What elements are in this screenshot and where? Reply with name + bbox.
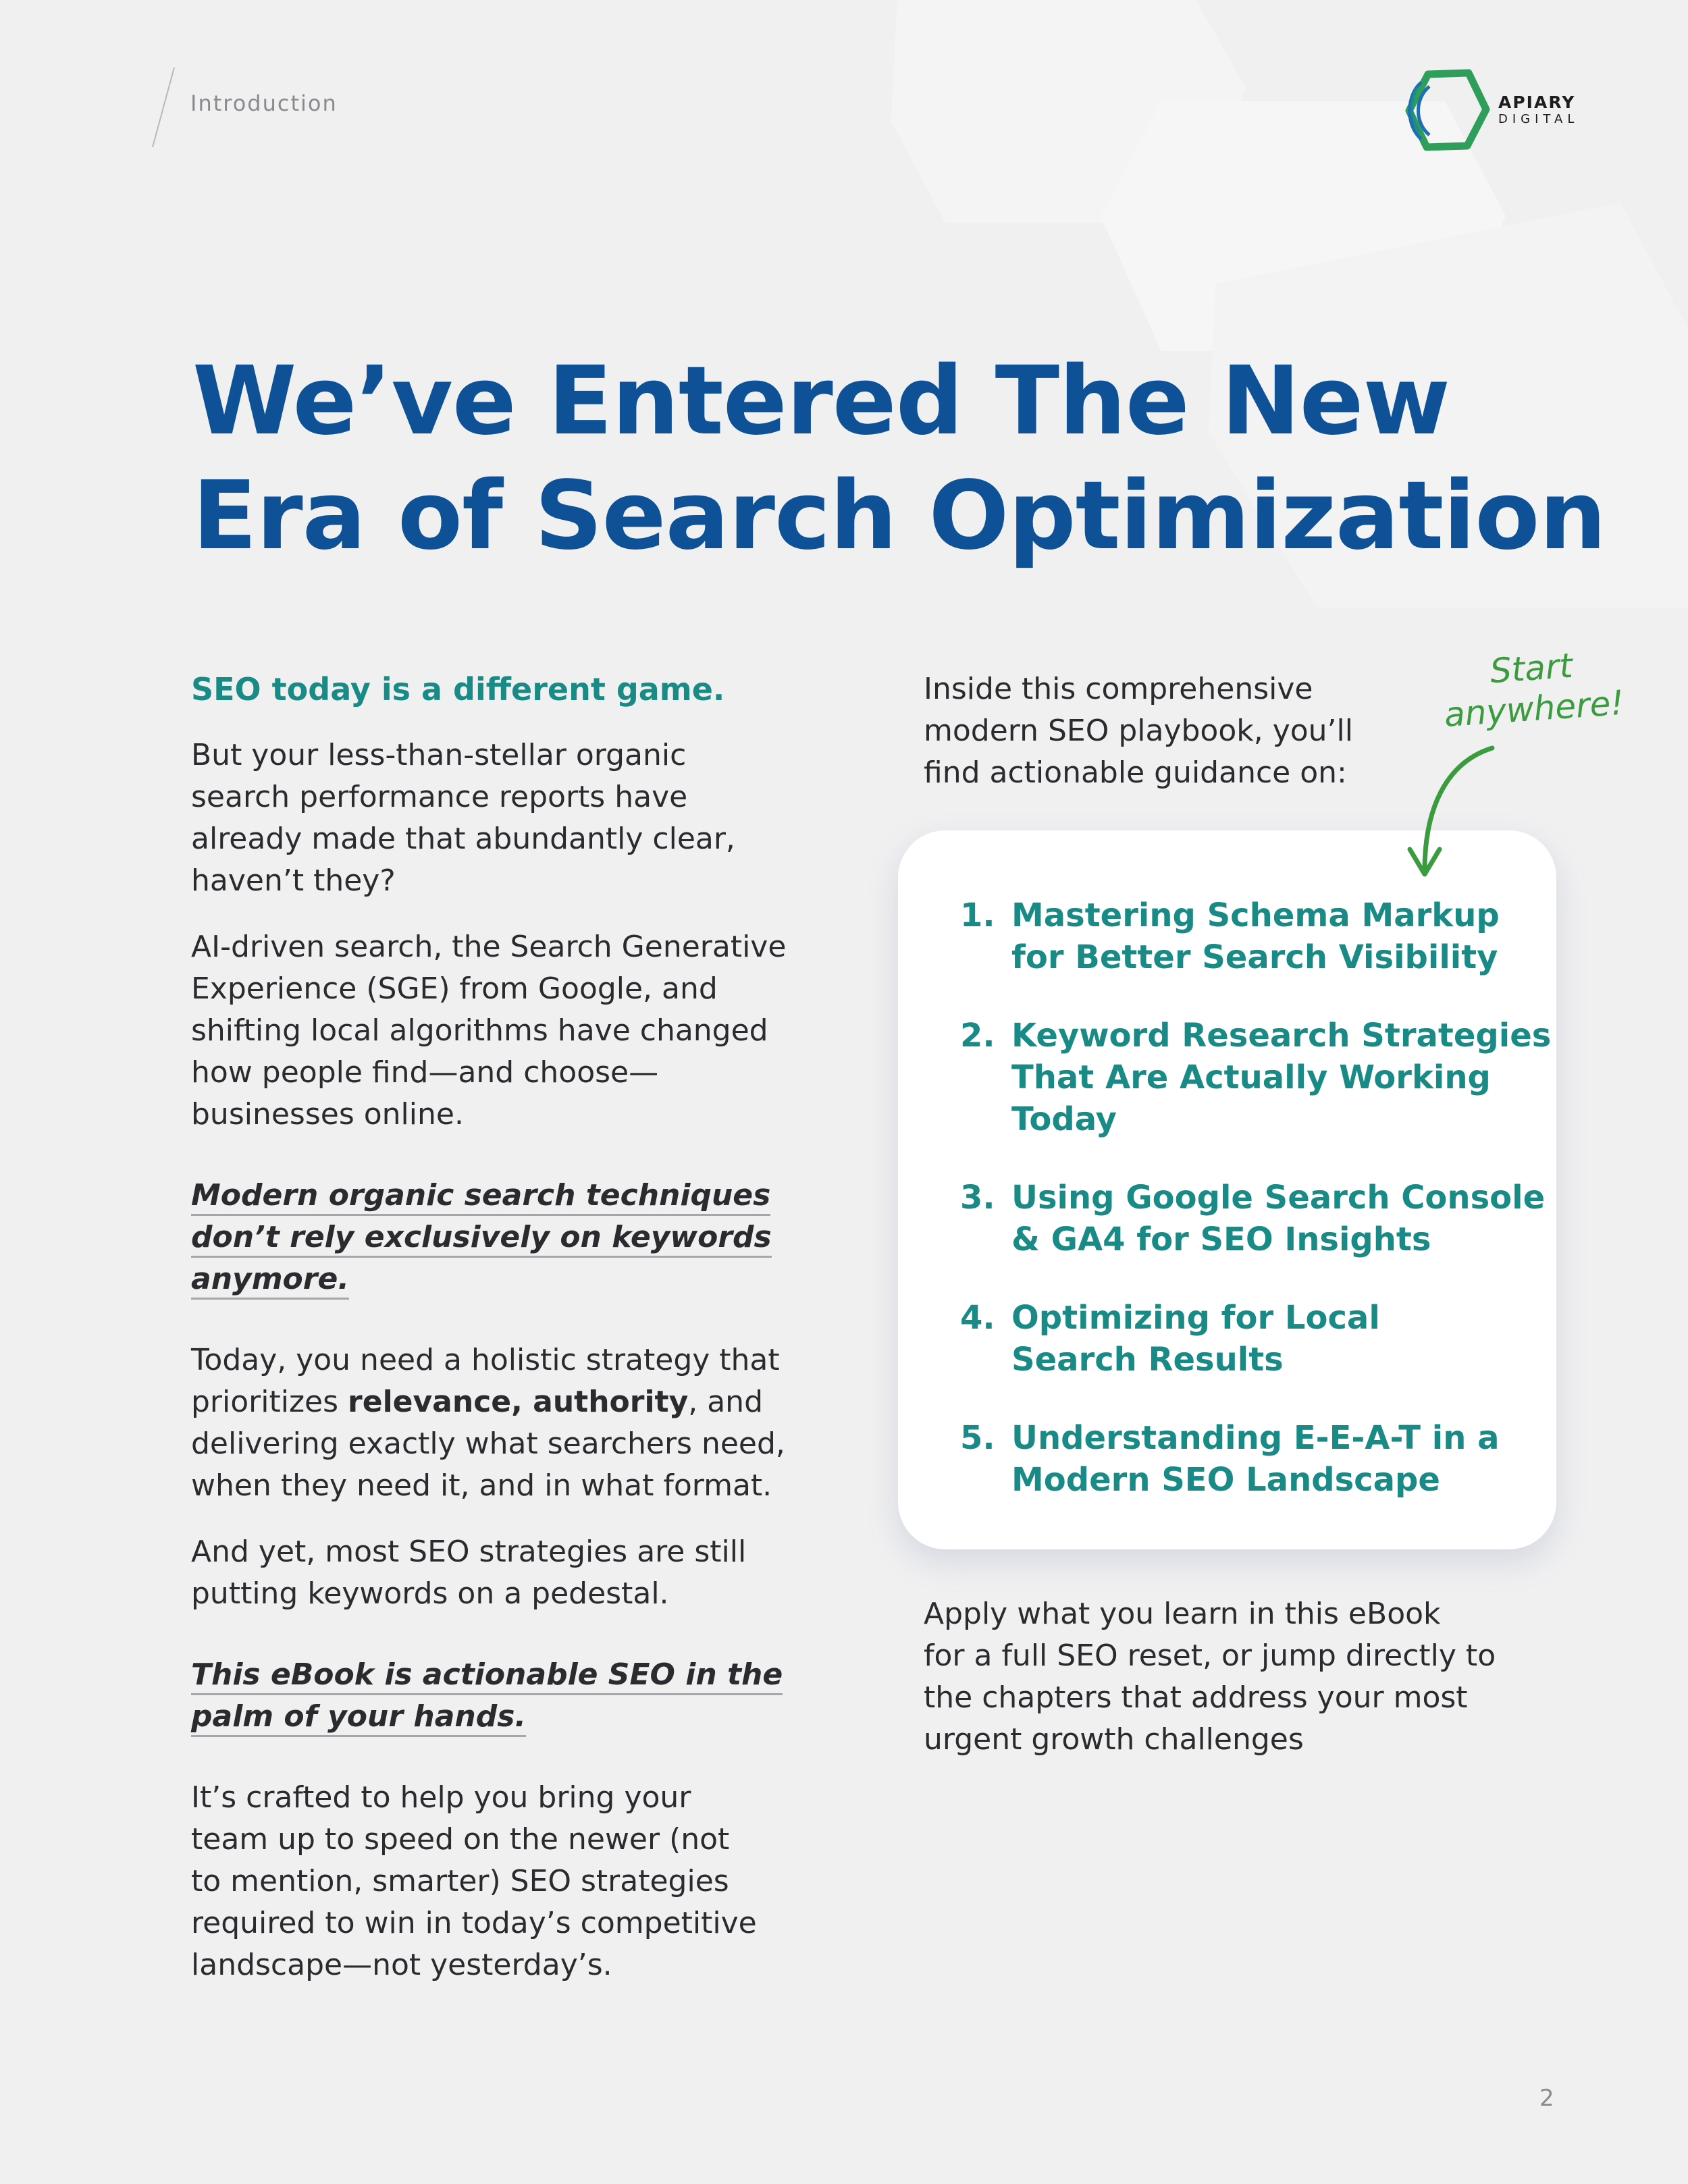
text-line: Inside this comprehensive (924, 672, 1313, 706)
text-line: And yet, most SEO strategies are still (191, 1535, 747, 1569)
hexagon-logo-icon (1401, 68, 1490, 153)
paragraph-crafted (191, 1777, 866, 1986)
chapter-title (1011, 1015, 1551, 1140)
text-line: Today, you need a holistic strategy that (191, 1343, 780, 1377)
chapter-title-line: Mastering Schema Markup (1011, 897, 1500, 934)
chapter-title-line: & GA4 for SEO Insights (1011, 1221, 1431, 1258)
text-line: search performance reports have (191, 780, 688, 814)
text-line: for a full SEO reset, or jump directly to (924, 1639, 1496, 1673)
page-title-line-1: We’ve Entered The New (192, 346, 1450, 456)
text-line: Experience (SGE) from Google, and (191, 971, 718, 1006)
chapter-title-line: That Are Actually Working (1011, 1059, 1491, 1096)
chapter-title-line: for Better Search Visibility (1011, 938, 1498, 976)
company-logo (1401, 66, 1590, 154)
text-line: find actionable guidance on: (924, 755, 1347, 790)
page-title-line-2: Era of Search Optimization (192, 461, 1606, 571)
text-fragment: prioritizes (191, 1385, 348, 1419)
chapter-item-local-search[interactable] (960, 1297, 1541, 1381)
chapter-title (1011, 1417, 1499, 1501)
emphasis-keywords (191, 1175, 866, 1300)
chapter-title (1011, 1177, 1545, 1260)
curved-arrow-icon (1377, 736, 1512, 884)
text-line (191, 1381, 866, 1423)
handwritten-note-line-2: anywhere! (1443, 683, 1626, 735)
paragraph-apply (924, 1593, 1565, 1761)
chapter-number: 1. (960, 897, 995, 934)
chapter-title (1011, 1297, 1380, 1381)
paragraph-performance (191, 735, 866, 902)
text-line: But your less-than-stellar organic (191, 738, 687, 772)
chapter-number: 5. (960, 1419, 995, 1457)
emphasis-line: don’t rely exclusively on keywords (191, 1220, 772, 1258)
bold-phrase: relevance, authority (348, 1385, 689, 1419)
text-line: already made that abundantly clear, (191, 822, 735, 856)
logo-wordmark: APIARY (1498, 92, 1576, 112)
section-label: Introduction (190, 90, 338, 116)
chapter-title-line: Modern SEO Landscape (1011, 1461, 1440, 1499)
handwritten-note (1429, 641, 1637, 737)
text-line: required to win in today’s competitive (191, 1906, 757, 1940)
chapter-item-eeat[interactable] (960, 1417, 1541, 1501)
chapter-title-line: Optimizing for Local (1011, 1299, 1380, 1337)
text-line: when they need it, and in what format. (191, 1468, 772, 1503)
text-fragment: , and (688, 1385, 764, 1419)
text-line: how people find—and choose— (191, 1055, 659, 1090)
page-title (192, 344, 1610, 574)
chapter-title-line: Search Results (1011, 1341, 1284, 1379)
chapter-number: 3. (960, 1179, 995, 1217)
chapter-list-card (898, 830, 1556, 1549)
chapter-title-line: Today (1011, 1100, 1117, 1138)
text-line: team up to speed on the newer (not (191, 1822, 730, 1857)
text-line: shifting local algorithms have changed (191, 1013, 768, 1048)
chapter-title-line: Using Google Search Console (1011, 1179, 1546, 1217)
text-line: the chapters that address your most (924, 1680, 1468, 1715)
left-column (191, 668, 866, 2010)
chapter-item-schema[interactable] (960, 895, 1541, 978)
page-number: 2 (1539, 2085, 1554, 2112)
text-line: haven’t they? (191, 863, 396, 898)
text-line: modern SEO playbook, you’ll (924, 714, 1353, 748)
emphasis-line: This eBook is actionable SEO in the (191, 1657, 783, 1695)
text-line: to mention, smarter) SEO strategies (191, 1864, 729, 1898)
section-divider-slash (150, 66, 177, 149)
emphasis-line: anymore. (191, 1262, 349, 1300)
emphasis-actionable (191, 1654, 866, 1738)
chapter-item-keyword-research[interactable] (960, 1015, 1552, 1140)
chapter-list (960, 895, 1552, 1537)
text-line: putting keywords on a pedestal. (191, 1576, 669, 1611)
chapter-number: 4. (960, 1299, 995, 1337)
handwritten-note-line-1: Start (1488, 645, 1574, 691)
text-line: Apply what you learn in this eBook (924, 1597, 1441, 1631)
text-line: It’s crafted to help you bring your (191, 1780, 691, 1815)
text-line: landscape—not yesterday’s. (191, 1948, 612, 1982)
chapter-title-line: Keyword Research Strategies (1011, 1017, 1552, 1055)
paragraph-pedestal (191, 1531, 866, 1615)
chapter-title-line: Understanding E-E-A-T in a (1011, 1419, 1500, 1457)
paragraph-holistic-strategy (191, 1339, 866, 1507)
chapter-title (1011, 895, 1500, 978)
text-line: AI-driven search, the Search Generative (191, 930, 787, 964)
logo-subwordmark: DIGITAL (1498, 112, 1579, 127)
chapter-number: 2. (960, 1017, 995, 1055)
emphasis-line: Modern organic search techniques (191, 1178, 770, 1216)
text-line: businesses online. (191, 1097, 464, 1131)
text-line: delivering exactly what searchers need, (191, 1427, 785, 1461)
paragraph-ai-search (191, 926, 866, 1136)
chapter-item-search-console[interactable] (960, 1177, 1546, 1260)
emphasis-line: palm of your hands. (191, 1699, 526, 1737)
lead-heading: SEO today is a different game. (191, 671, 725, 708)
text-line: urgent growth challenges (924, 1722, 1304, 1757)
